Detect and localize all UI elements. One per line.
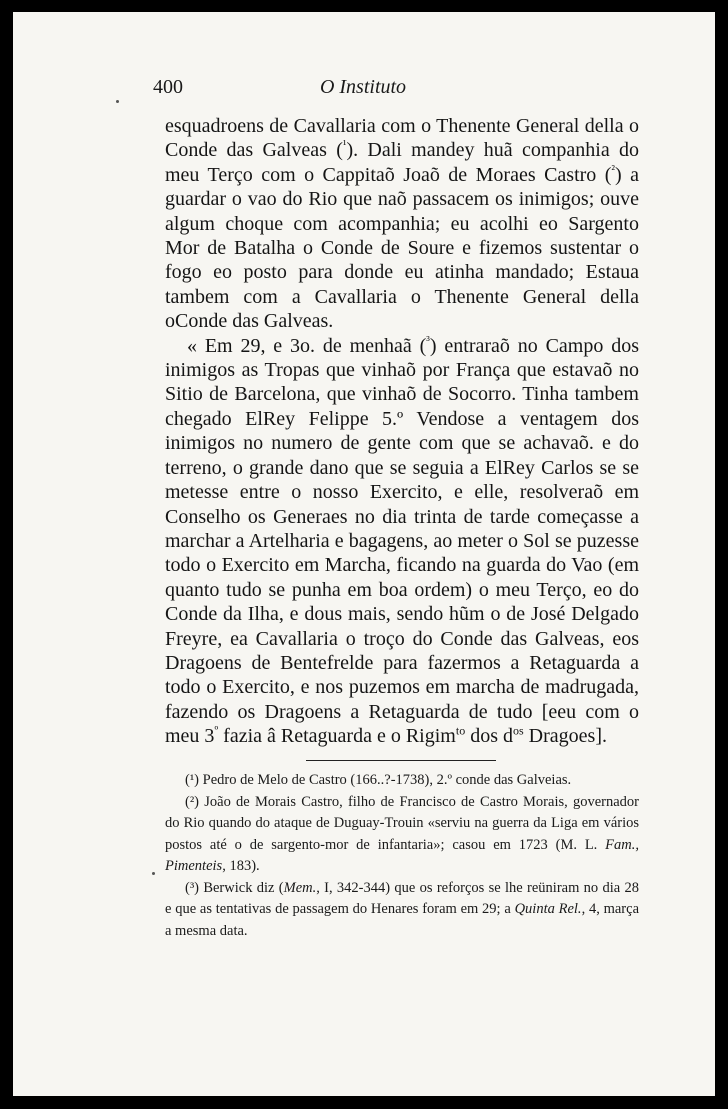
paragraph: esquadroens de Cavallaria com o Thenente General della o Conde das Galveas ($^{^1}$). Dali mandey huã companhia do meu Terço com o Cappitaõ Joaõ de Moraes Castro ($^{^2}$) a guardar o vao do Rio que naõ passacem os inimigos; ouve algum choque com acompanhia; eu acolhi eo Sargento Mor de Batalha o Conde de Soure e fizemos sustentar o fogo eo posto para donde eu atinha mandado; Estaua tambem com a Cavallaria o Thenente General della oConde das Galveas. bbox=[165, 115, 639, 333]
footnote: (³) Berwick diz (Mem., I, 342-344) que os reforços se lhe reüniram no dia 28 e que as tentativas de passagem do Henares foram em 29; a Quinta Rel., 4, marça a mesma data. bbox=[165, 879, 640, 939]
page-number: 400 bbox=[153, 76, 183, 98]
paragraph: « Em 29, e 3o. de menhaã ($^{^3}$) entraraõ no Campo dos inimigos as Tropas que vinhaõ por França que estavaõ no Sitio de Barcelona, que vinhaõ de Socorro. Tinha tambem chegado ElRey Felippe 5.º Vendose a ventagem dos inimigos no numero de gente com que se achavaõ. e do terreno, o grande dano que se seguia a ElRey Carlos se se metesse entre o nosso Exercito, e elle, resolveraõ em Conselho os Generaes no dia trinta de tarde começasse a marchar a Artelharia e bagagens, ao meter o Sol se puzesse todo o Exercito em Marcha, ficando na guarda do Vao (em quanto tudo se punha em boa ordem) o meu Terço, eo do Conde da Ilha, e dous mais, sendo hũm o de José Delgado Freyre, ea Cavallaria o troço do Conde das Galveas, eos Dragoens de Bentefrelde para fazermos a Retaguarda a todo o Exercito, e nos puzemos em marcha de madrugada, fazendo os Dragoens a Retaguarda de tudo [eeu com o meu $3^º$ fazia â Retaguarda e o Rigim$^{to}$ dos $d^{os}$ Dragoes]. bbox=[165, 333, 639, 748]
main-text bbox=[165, 114, 639, 749]
paper-speck bbox=[116, 100, 119, 103]
footnote: (¹) Pedro de Melo de Castro (166..?-1738), 2.º conde das Galveias. bbox=[185, 772, 572, 788]
running-title: O Instituto bbox=[319, 76, 407, 98]
footnote: (²) João de Morais Castro, filho de Francisco de Castro Morais, governador do Rio quando do ataque de Duguay-Trouin «serviu na guerra da Liga em vários postos até o de sargento-mor de infantaria»; casou em 1723 (M. L. Fam., Pimenteis, 183). bbox=[165, 793, 639, 874]
footnotes bbox=[165, 770, 639, 942]
footnote-divider bbox=[306, 760, 496, 761]
page-header bbox=[153, 76, 573, 100]
paper-speck bbox=[152, 872, 155, 875]
